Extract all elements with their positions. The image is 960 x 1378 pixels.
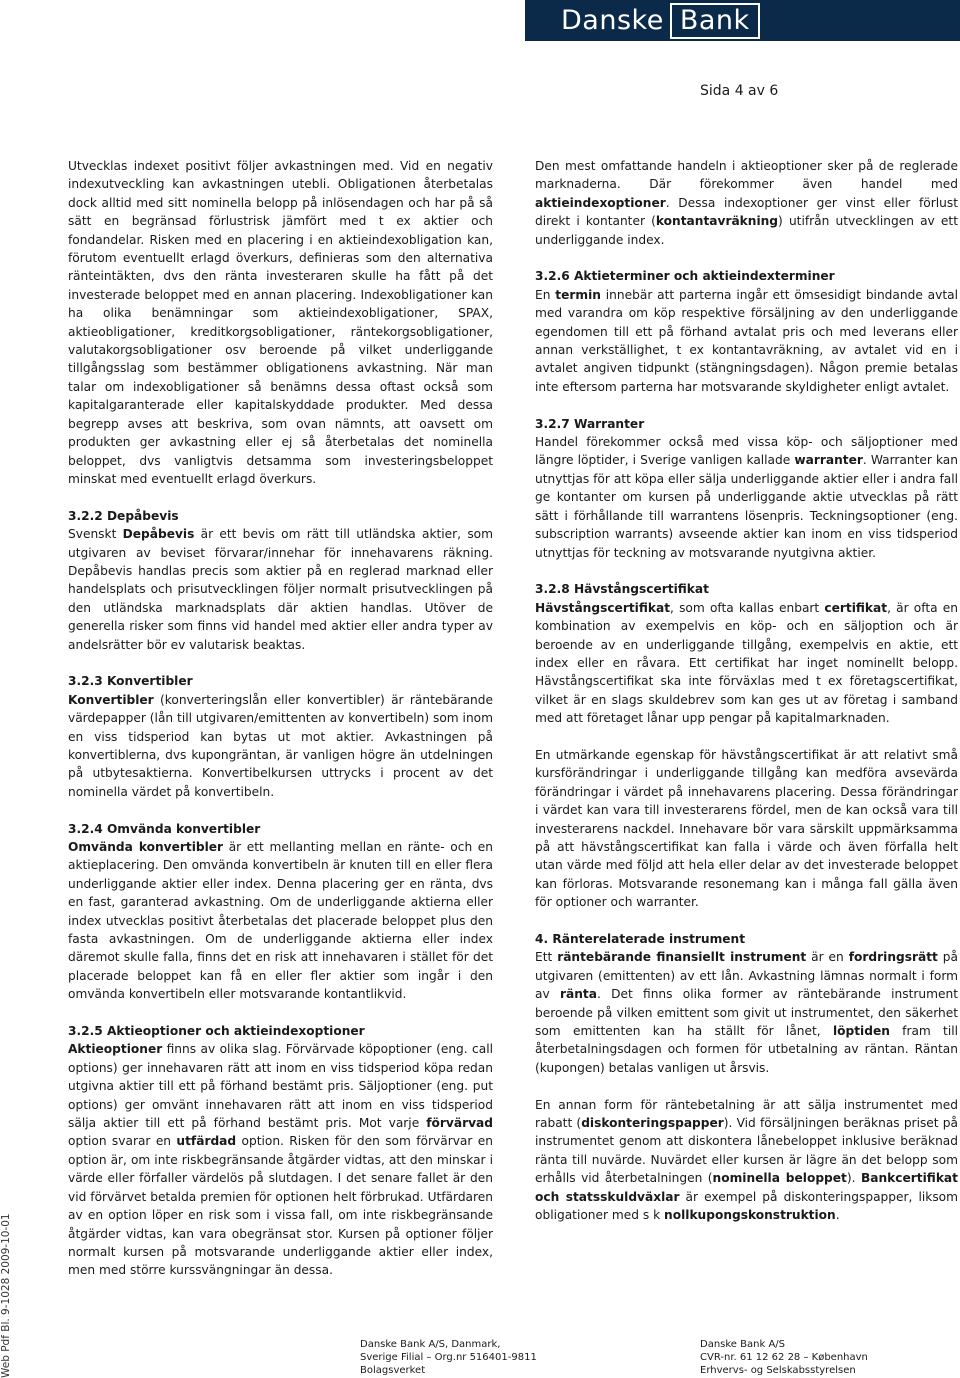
paragraph-aktieoptioner: Aktieoptioner finns av olika slag. Förvärvade köpoptioner (eng. call options) ger innehavaren rätt att inom en viss tidsperiod köpa redan utgivna aktier till ett på förhand bestämt pris. Säljoptioner (eng. put options) ger omvänt innehavaren rätt att inom en viss tidsperiod sälja aktier till ett på förhand bestämt pris. Mot varje förvärvad option svarar en utfärdad option. Risken för den som förvärvar en option är, om inte riskbegränsande åtgärder vidtas, att den minskar i värde eller förfaller värdelös på slutdagen. I det senare fallet är den vid förvärvet betalda premien för optionen helt förbrukad. Utfärdaren av en option löper en risk som i vissa fall, om inte riskbegränsande åtgärder vidtas, kan vara obegränsat stor. Kursen på optioner följer normalt kursen på motsvarande underliggande aktier eller index, men med större kurssvängningar än dessa. <box>68 1042 494 1278</box>
footer-sweden-branch <box>360 1338 537 1377</box>
paragraph-diskontering: En annan form för räntebetalning är att sälja instrumentet med rabatt (diskonteringspapper). Vid försäljningen beräknas priset på instrumentet genom att diskontera lånebeloppet inklusive beräknad ränta till nuvärde. Nuvärdet eller kursen är lägre än det belopp som erhålls vid återbetalningen (nominella beloppet). Bankcertifikat och statsskuldväxlar är exempel på diskonteringspapper, liksom obligationer med s k nollkupongskonstruktion. <box>535 1097 958 1223</box>
paragraph-rantebarande: Ett räntebärande finansiellt instrument är en fordringsrätt på utgivaren (emittenten) av ett lån. Avkastning lämnas normalt i form av ränta. Det finns olika former av räntebärande instrument beroende på vilken emittent som givit ut instrumentet, den säkerhet som emittenten kan ha ställt för lånet, löptiden fram till återbetalningsdagen och formen för utbetalning av räntan. Räntan (kupongen) betalas vanligen ut årsvis. <box>535 950 958 1075</box>
side-document-code: Web Pdf Bl. 9-1028 2009-10-01 <box>0 1213 12 1378</box>
paragraph-konvertibler: Konvertibler (konverteringslån eller konvertibler) är räntebärande värdepapper (lån till utgivaren/emittenten av konvertibeln) som inom en viss tidsperiod kan bytas ut mot aktier. Avkastningen på konvertiblerna, dvs kupongräntan, är vanligen högre än utdelningen på utbytesaktierna. Konvertibelkursen uttrycks i procent av det nominella värdet på konvertibeln. <box>68 692 493 799</box>
heading-3-2-5: 3.2.5 Aktieoptioner och aktieindexoptioner <box>68 1024 365 1039</box>
paragraph-depabevis: Svenskt Depåbevis är ett bevis om rätt till utländska aktier, som utgivaren av beviset förvarar/innehar för innehavarens räkning. Depåbevis handlas precis som aktier på en reglerad marknad eller handelsplats och prisutvecklingen följer normalt prisutvecklingen på den utländska marknadsplats där aktien handlas. Utöver de generella risker som finns vid handel med aktier eller andra typer av andelsrätter bör ev valutarisk beaktas. <box>68 527 494 652</box>
footer-line: Danske Bank A/S, Danmark, <box>360 1339 501 1350</box>
heading-4: 4. Ränterelaterade instrument <box>535 931 746 946</box>
logo-wordmark <box>561 3 760 39</box>
paragraph-index-intro: Utvecklas indexet positivt följer avkastningen med. Vid en negativ indexutveckling kan avkastningen utebli. Obligationen återbetalas dock alltid med sitt nominella belopp på inlösendagen och har på så sätt en begränsad förlustrisk jämfört med t ex aktier och fondandelar. Risken med en placering i en aktieindexobligation kan, förutom eventuellt erlagd överkurs, definieras som den alternativa ränteintäkten, dvs den ränta investeraren skulle ha fått på det investerade beloppet med en annan placering. Indexobligationer kan ha olika benämningar som aktieindexobligationer, SPAX, aktieobligationer, kreditkorgsobligationer, räntekorgsobligationer, valutakorgsobligationer osv beroende på vilket underliggande tillgångsslag som bestämmer obligationens avkastning. När man talar om indexobligationer så benämns dessa oftast också som kapitalgaranterade eller kapitalskyddade produkter. Med dessa begrepp avses att beskriva, som ovan nämnts, att oavsett om produkten ger avkastning eller ej så återbetalas det nominella beloppet, dvs vanligtvis detsamma som investeringsbeloppet minskat med eventuellt erlagd överkurs. <box>68 159 493 486</box>
footer-line: Danske Bank A/S <box>700 1339 785 1350</box>
footer-denmark-hq <box>700 1338 868 1377</box>
heading-3-2-2: 3.2.2 Depåbevis <box>68 508 179 523</box>
heading-3-2-3: 3.2.3 Konvertibler <box>68 674 193 689</box>
left-column <box>68 157 493 1298</box>
paragraph-omvanda-konvertibler: Omvända konvertibler är ett mellanting mellan en ränte- och en aktieplacering. Den omvända konvertibeln är knuten till en eller flera underliggande aktier eller index. Denna placering ger en ränta, dvs en fast, garanterad avkastning. Om de underliggande aktierna eller index utvecklas positivt återbetalas det placerade beloppet plus den fasta avkastningen. Om de underliggande aktierna eller index däremot skulle falla, finns det en risk att innehavaren i stället för det placerade beloppet kan få en eller fler aktier som ingår i den omvända konvertibeln eller motsvarande kontantlikvid. <box>68 839 494 1002</box>
paragraph-havstangscertifikat: Hävstångscertifikat, som ofta kallas enbart certifikat, är ofta en kombination av exempelvis en köp- och en säljoption och är beroende av en underliggande tillgång, exempelvis en aktie, ett index eller en råvara. Ett certifikat har inget nominellt belopp. Hävstångscertifikat ska inte förväxlas med t ex företagscertifikat, vilket är en slags skuldebrev som kan ges ut av företag i samband med att företaget lånar upp pengar på kapitalmarknaden. <box>535 600 958 726</box>
danske-bank-logo <box>525 0 960 41</box>
footer-line: Bolagsverket <box>360 1365 426 1376</box>
logo-text-danske: Danske <box>561 4 664 36</box>
footer-line: CVR-nr. 61 12 62 28 – København <box>700 1352 868 1363</box>
paragraph-warranter: Handel förekommer också med vissa köp- och säljoptioner med längre löptider, i Sverige vanligen kallade warranter. Warranter kan utnyttjas för att köpa eller sälja underliggande aktier eller i andra fall ge kontanter om kursen på underliggande aktie utvecklas på rätt sätt i förhållande till warrantens lösenpris. Teckningsoptioner (eng. subscription warrants) avseende aktier kan inom en viss tidsperiod utnyttjas för teckning av motsvarande nyutgivna aktier. <box>535 435 958 560</box>
page-number: Sida 4 av 6 <box>700 83 779 99</box>
paragraph-aktieindexoptioner: Den mest omfattande handeln i aktieoptioner sker på de reglerade marknaderna. Där förekommer även handel med aktieindexoptioner. Dessa indexoptioner ger vinst eller förlust direkt i kontanter (kontantavräkning) utifrån utvecklingen av ett underliggande index. <box>535 159 958 247</box>
right-column <box>535 157 958 1243</box>
paragraph-havstang-egenskap: En utmärkande egenskap för hävstångscertifikat är att relativt små kursförändringar i underliggande tillgång kan medföra avsevärda förändringar i värdet på innehavarens placering. Dessa förändringar i värdet kan vara till investerarens fördel, men de kan också vara till investerarens nackdel. Innehavare bör vara särskilt uppmärksamma på att hävstångscertifikat kan falla i värde och även förfalla helt utan värde med följd att hela eller delar av det investerade beloppet kan förloras. Motsvarande resonemang kan i många fall gälla även för optioner och warranter. <box>535 747 958 910</box>
logo-text-bank: Bank <box>670 3 760 39</box>
heading-3-2-6: 3.2.6 Aktieterminer och aktieindexterminer <box>535 269 835 284</box>
footer-line: Sverige Filial – Org.nr 516401-9811 <box>360 1352 537 1363</box>
footer-line: Erhvervs- og Selskabsstyrelsen <box>700 1365 856 1376</box>
heading-3-2-4: 3.2.4 Omvända konvertibler <box>68 821 261 836</box>
heading-3-2-8: 3.2.8 Hävstångscertifikat <box>535 582 709 597</box>
paragraph-terminer: En termin innebär att parterna ingår ett ömsesidigt bindande avtal med varandra om köp respektive försäljning av den underliggande egendomen till ett på förhand avtalat pris och med leverans eller annan verkställighet, t ex kontantavräkning, av avtalet vid en i avtalet angiven tidpunkt (stängningsdagen). Någon premie betalas inte eftersom parterna har motsvarande skyldigheter enligt avtalet. <box>535 287 958 394</box>
heading-3-2-7: 3.2.7 Warranter <box>535 416 645 431</box>
